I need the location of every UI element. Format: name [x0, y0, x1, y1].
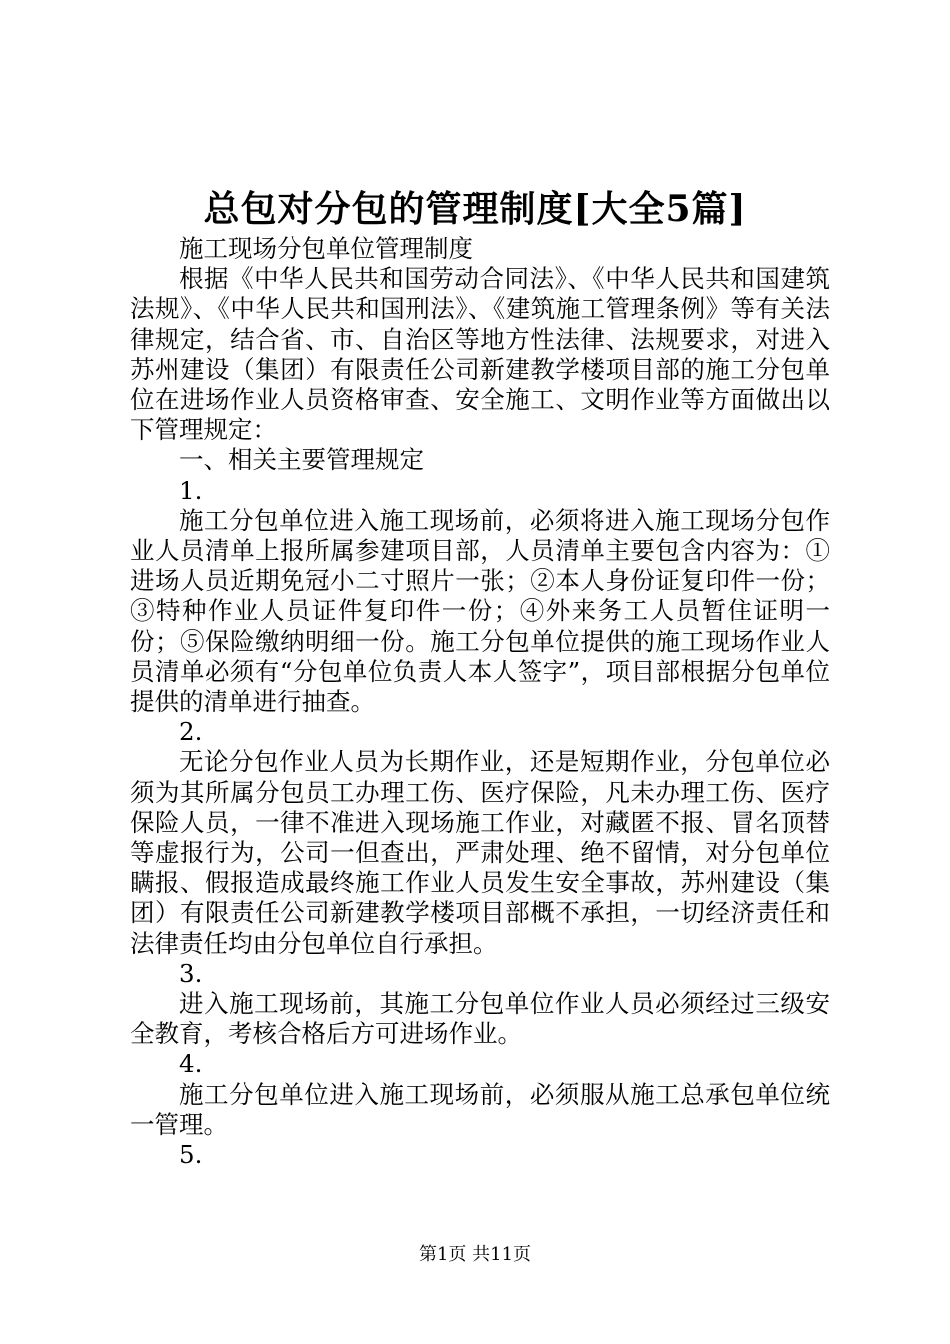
section-heading-main-rules: 一、相关主要管理规定 — [179, 445, 424, 475]
item-number-3: 3. — [179, 958, 203, 988]
item-4-paragraph: 施工分包单位进入施工现场前，必须服从施工总承包单位统一管理。 — [130, 1079, 830, 1139]
page-title: 总包对分包的管理制度[大全5篇] — [203, 188, 747, 230]
section-heading-subcontractor-rules: 施工现场分包单位管理制度 — [179, 234, 473, 263]
item-number-2: 2. — [179, 717, 203, 747]
item-1-paragraph: 施工分包单位进入施工现场前，必须将进入施工现场分包作业人员清单上报所属参建项目部，人员清单主要包含内容为：①进场人员近期免冠小二寸照片一张；②本人身份证复印件一份；③特种作业人员证件复印件一份；④外来务工人员暂住证明一份；⑤保险缴纳明细一份。施工分包单位提供的施工现场作业人员清单必须有“分包单位负责人本人签字”，项目部根据分包单位提供的清单进行抽查。 — [130, 505, 830, 717]
page-number-footer: 第1页 共11页 — [418, 1244, 532, 1265]
item-2-paragraph: 无论分包作业人员为长期作业，还是短期作业，分包单位必须为其所属分包员工办理工伤、医疗保险，凡未办理工伤、医疗保险人员，一律不准进入现场施工作业，对藏匿不报、冒名顶替等虚报行为，公司一但查出，严肃处理、绝不留情，对分包单位瞒报、假报造成最终施工作业人员发生安全事故，苏州建设（集团）有限责任公司新建教学楼项目部概不承担，一切经济责任和法律责任均由分包单位自行承担。 — [130, 747, 830, 958]
item-number-1: 1. — [179, 475, 203, 505]
document-body — [130, 234, 830, 1170]
intro-paragraph: 根据《中华人民共和国劳动合同法》、《中华人民共和国建筑法规》、《中华人民共和国刑法》、《建筑施工管理条例》等有关法律规定，结合省、市、自治区等地方性法律、法规要求，对进入苏州建设（集团）有限责任公司新建教学楼项目部的施工分包单位在进场作业人员资格审查、安全施工、文明作业等方面做出以下管理规定： — [130, 264, 830, 445]
item-number-5: 5. — [179, 1140, 203, 1170]
item-3-paragraph: 进入施工现场前，其施工分包单位作业人员必须经过三级安全教育，考核合格后方可进场作业。 — [130, 989, 830, 1049]
item-number-4: 4. — [179, 1049, 203, 1079]
